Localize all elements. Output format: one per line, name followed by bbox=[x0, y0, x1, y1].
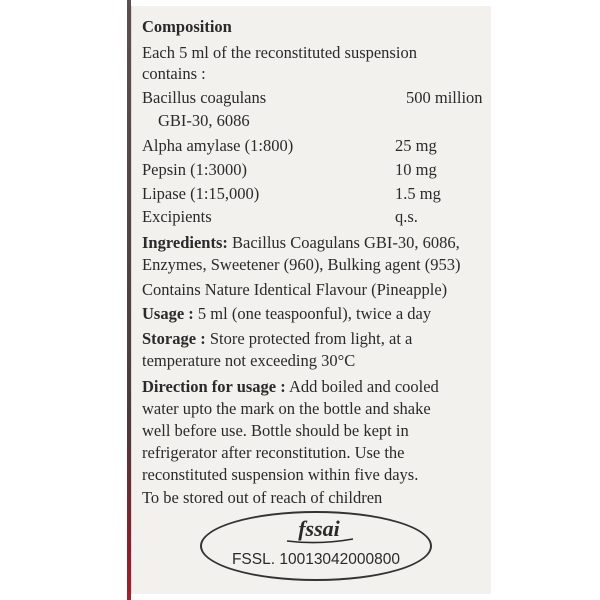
direction-line-5: reconstituted suspension within five days. bbox=[142, 465, 419, 484]
fssai-logo-text: fssai bbox=[298, 517, 340, 541]
intro-line-1: Each 5 ml of the reconstituted suspension bbox=[142, 43, 417, 62]
composition-amount: q.s. bbox=[395, 207, 418, 226]
storage-line-2: temperature not exceeding 30°C bbox=[142, 351, 356, 370]
direction-label: Direction for usage : bbox=[142, 377, 286, 396]
direction-text: Add boiled and cooled bbox=[285, 377, 439, 396]
warning-line: To be stored out of reach of children bbox=[142, 488, 383, 507]
storage-label: Storage : bbox=[142, 329, 206, 348]
composition-row bbox=[142, 87, 266, 109]
direction-line-4: refrigerator after reconstitution. Use the bbox=[142, 443, 405, 462]
direction-line-2: water upto the mark on the bottle and shake bbox=[142, 399, 431, 418]
ingredients-line-1 bbox=[142, 232, 460, 254]
composition-name: Excipients bbox=[142, 207, 212, 226]
composition-amount: 500 million bbox=[406, 88, 483, 107]
composition-amount: 10 mg bbox=[395, 160, 437, 179]
ingredients-text: Bacillus Coagulans GBI-30, 6086, bbox=[227, 233, 460, 252]
composition-name: Pepsin (1:3000) bbox=[142, 160, 247, 179]
direction-line-3: well before use. Bottle should be kept in bbox=[142, 421, 409, 440]
composition-heading: Composition bbox=[142, 17, 232, 36]
storage-text: Store protected from light, at a bbox=[205, 329, 413, 348]
intro-line-2: contains : bbox=[142, 64, 206, 83]
usage-text: 5 ml (one teaspoonful), twice a day bbox=[193, 304, 432, 323]
composition-name: Alpha amylase (1:800) bbox=[142, 136, 294, 155]
flavour-line: Contains Nature Identical Flavour (Pineapple) bbox=[142, 280, 448, 299]
composition-amount: 1.5 mg bbox=[395, 184, 441, 203]
storage-line-1 bbox=[142, 328, 412, 350]
composition-amount: 25 mg bbox=[395, 136, 437, 155]
usage-label: Usage : bbox=[142, 304, 194, 323]
ingredients-label: Ingredients: bbox=[142, 233, 228, 252]
composition-name: Bacillus coagulans bbox=[142, 88, 267, 107]
usage-line bbox=[142, 303, 431, 325]
composition-name: Lipase (1:15,000) bbox=[142, 184, 260, 203]
ingredients-line-2: Enzymes, Sweetener (960), Bulking agent (953) bbox=[142, 255, 461, 274]
fssl-license-number: FSSL. 10013042000800 bbox=[231, 551, 401, 568]
composition-panel bbox=[131, 6, 491, 594]
composition-name: GBI-30, 6086 bbox=[158, 111, 250, 130]
fssai-logo bbox=[279, 517, 359, 545]
direction-line-1 bbox=[142, 376, 439, 398]
